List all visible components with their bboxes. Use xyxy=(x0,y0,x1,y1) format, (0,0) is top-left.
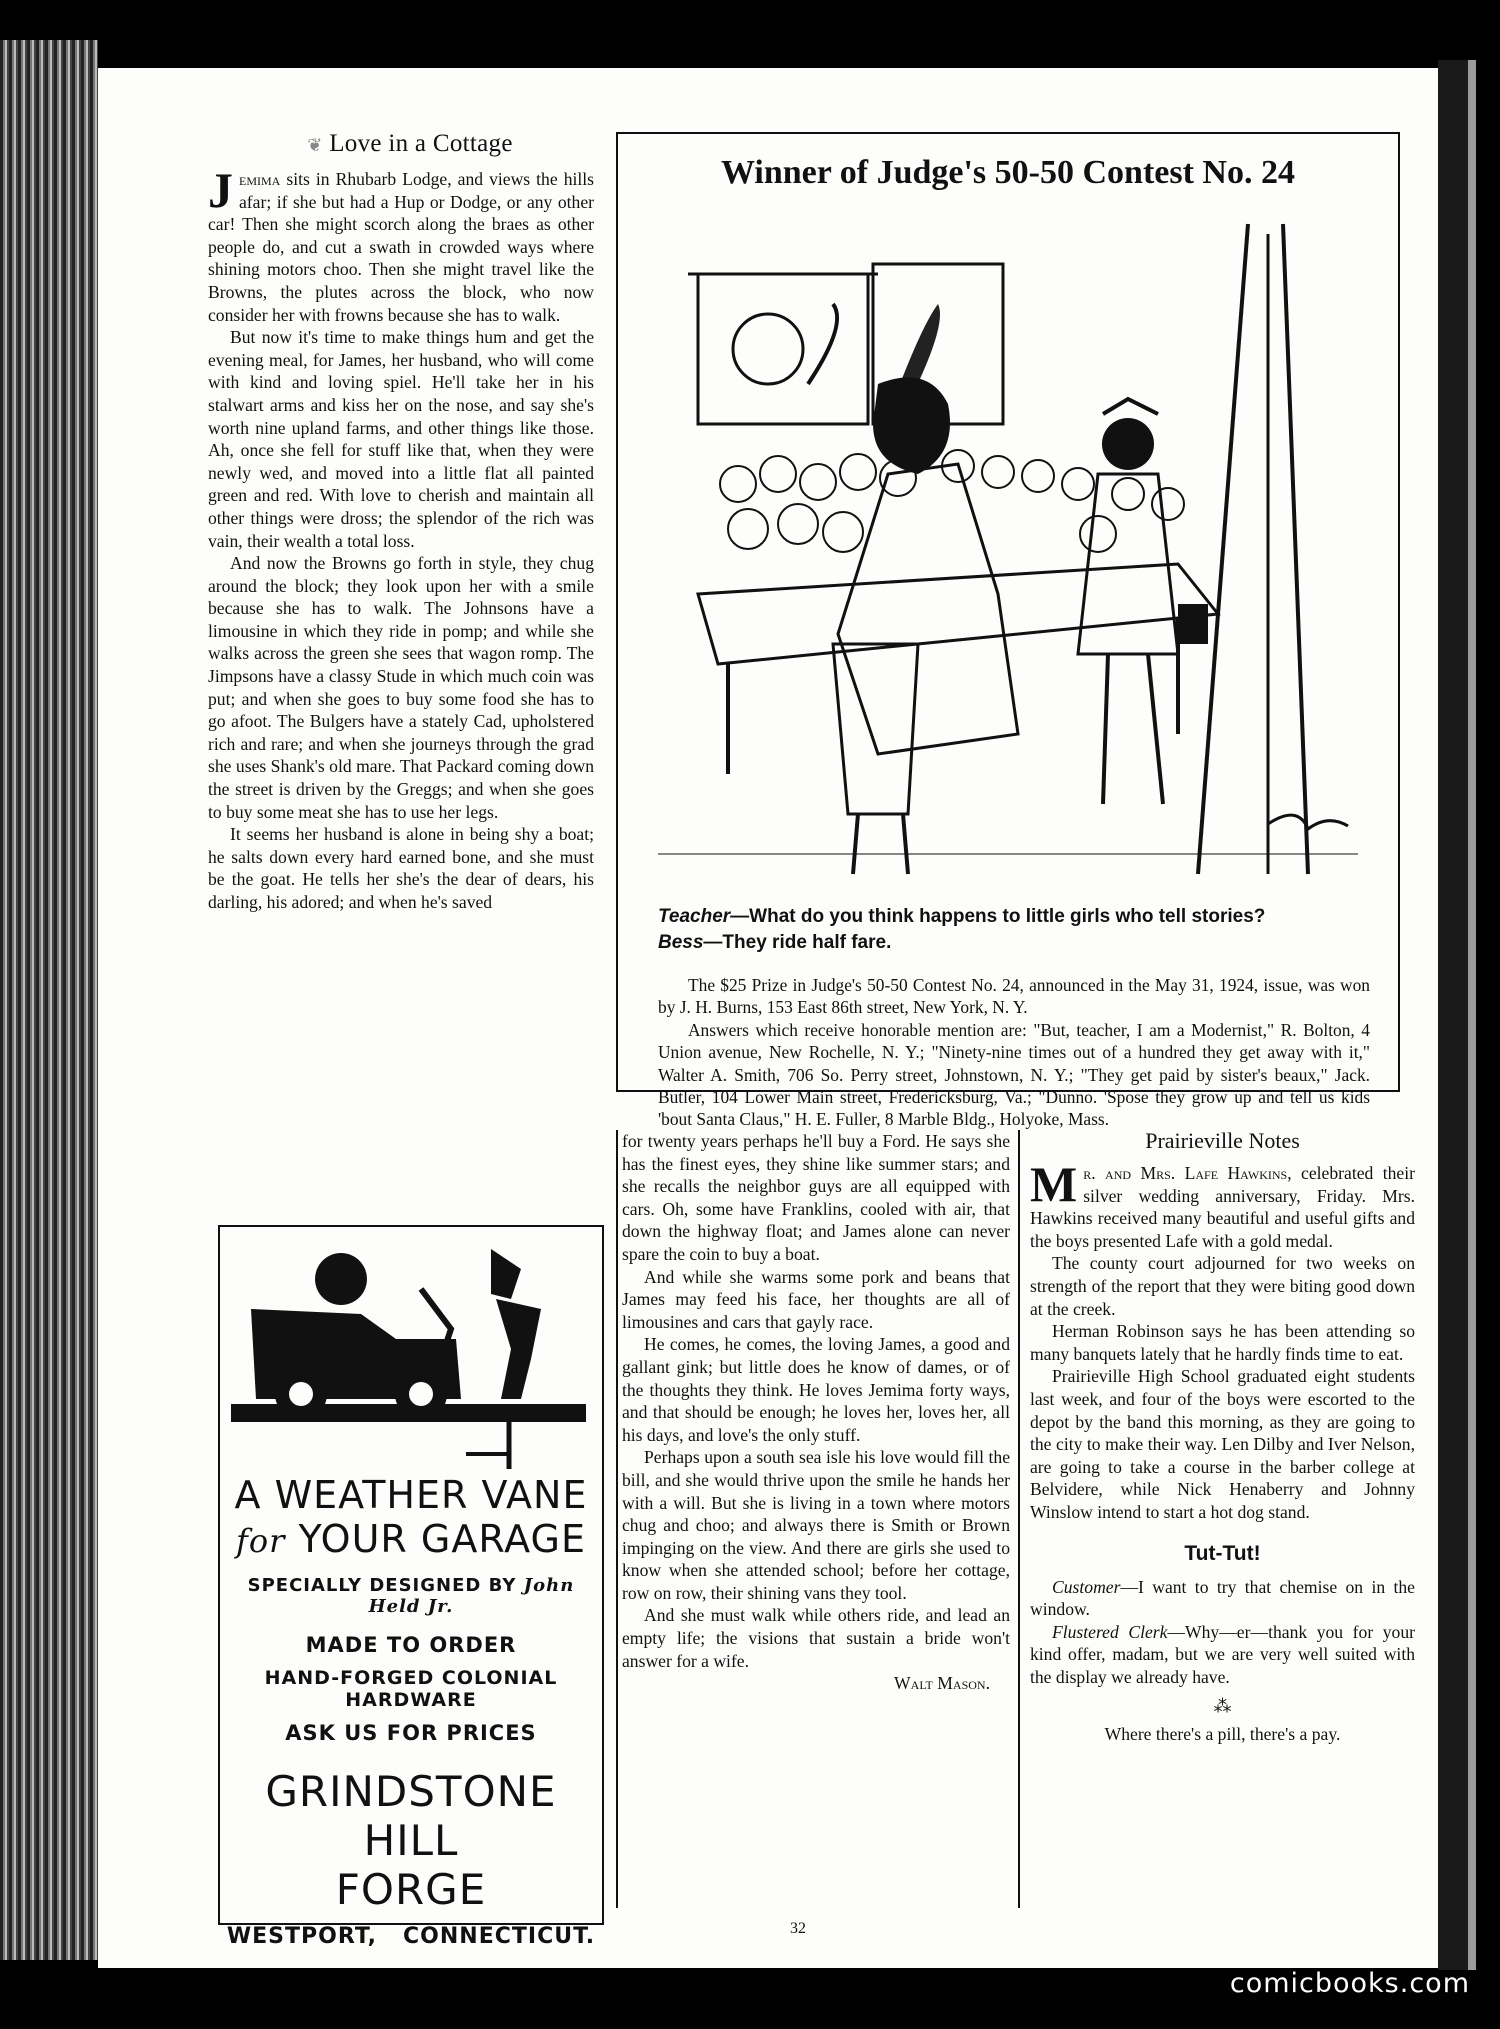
page-number: 32 xyxy=(790,1920,806,1937)
watermark: comicbooks.com xyxy=(1229,1968,1470,1999)
contest-announcement: The $25 Prize in Judge's 50-50 Contest No. 24, announced in the May 31, 1924, issue, was won by J. H. Burns, 153 East 86th street, New York, N. Y. Answers which receive honorable mention are: "But, teacher, I am a Modernist," R. Bolton, 4 Union avenue, New Rochelle, N. Y.; "Ninety-nine times out of a hundred they get away with it," Walter A. Smith, 706 So. Perry street, Johnstown, N. Y.; "They get paid by sister's beaux," Jack. Butler, 104 Lower Main street, Fredericksburg, Va.; "Dunno. 'Spose they grow up and tell us kids 'bout Santa Claus," H. E. Fuller, 8 Marble Bldg., Holyoke, Mass. xyxy=(658,975,1370,1130)
article-column-middle xyxy=(622,1130,1010,1910)
article-paragraph: It seems her husband is alone in being shy a boat; he salts down every hard earned bone, and she must be the goat. He tells her she's the dear of dears, his darling, his adored; and when he's saved xyxy=(208,824,594,912)
article-paragraph: for twenty years perhaps he'll buy a Ford. He says she has the finest eyes, they shine like summer stars; and she recalls the neighbor guys are all equipped with cars. Oh, some have Franklins, cooled with air, that down the highway float; and James alone can never spare the coin to buy a boat. xyxy=(622,1131,1010,1264)
ornament-icon: ⁂ xyxy=(1213,1696,1232,1717)
column-rule xyxy=(1018,1130,1020,1908)
section-title: Tut-Tut! xyxy=(1184,1541,1261,1565)
leaf-ornament-icon: ❦ xyxy=(307,135,323,155)
article-paragraph: And while she warms some pork and beans that James may feed his face, her thoughts are all of limousines and cars that gayly race. xyxy=(622,1266,1010,1332)
book-binding xyxy=(0,40,98,1960)
prairieville-notes: Mr. and Mrs. Lafe Hawkins, celebrated their silver wedding anniversary, Friday. Mrs. Hawkins received many beautiful and useful gifts and the boys presented Lafe with a gold medal. The county court adjourned for two weeks on strength of the report that they were biting good down at the creek. Herman Robinson says he has been attending so many banquets lately that he hardly finds time to eat. Prairieville High School graduated eight students last week, and four of the boys were escorted to the depot by the band this morning, as they are going to the city to make their way. Len Dilby and Iver Nelson, are going to take a course in the barber college at Belvidere, while Nick Henaberry and Johnny Winslow intend to start a hot dog stand. xyxy=(1030,1156,1415,1522)
weather-vane-ad: A WEATHER VANE for YOUR GARAGE SPECIALLY DESIGNED BY John Held Jr. MADE TO ORDER HAND-FORGED COLONIAL HARDWARE ASK US FOR PRICES GRINDSTONE HILL FORGE WESTPORT, CONNECTICUT. xyxy=(218,1225,604,1925)
article-paragraph: And she must walk while others ride, and lead an empty life; the visions that sustain a bride won't answer for a wife. xyxy=(622,1605,1010,1671)
article-paragraph: But now it's time to make things hum and get the evening meal, for James, her husband, who will come with kind and loving spiel. He'll take her in his stalwart arms and kiss her on the nose, and say she's worth nine upland farms, and other things like those. Ah, once she fell for stuff like that, when they were newly wed, and moved into a little flat all painted green and red. With love to cherish and maintain all other things were dross; the splendor of the rich was vain, their wealth a total loss. xyxy=(208,327,594,551)
article-paragraph: He comes, he comes, the loving James, a good and gallant gink; but little does he know of dames, or of the thoughts they think. He loves Jemima forty ways, and that should be enough; he loves her, loves her, all his days, and love's the only stuff. xyxy=(622,1334,1010,1445)
contest-title: Winner of Judge's 50-50 Contest No. 24 xyxy=(721,154,1295,191)
article-paragraph: And now the Browns go forth in style, they chug around the block; they look upon her with a smile because she has to walk. The Johnsons have a limousine in which they ride in pomp; and while she walks across the green she sees that wagon romp. The Jimpsons have a classy Stude in which much coin was put; and when she goes to buy some food she has to go afoot. The Bulgers have a stately Cad, upholstered rich and rare; and when she journeys through the grad she uses Shank's old mare. That Packard coming down the street is driven by the Greggs; and when she goes to buy some meat she has to use her legs. xyxy=(208,553,594,822)
column-rule xyxy=(616,1130,618,1908)
article-column-left xyxy=(208,168,594,1200)
article-paragraph: Perhaps upon a south sea isle his love would fill the bill, and she would thrive upon the smile he hands her with a will. But she is living in a town where motors chug and choo; and always there is Smith or Brown impinging on the view. And there are girls she used to know when she attended school; before her cottage, row on row, their shining vans they tool. xyxy=(622,1447,1010,1603)
column-right xyxy=(1030,1128,1415,1918)
tuttut-joke: Customer—I want to try that chemise on in the window. Flustered Clerk—Why—er—thank you for your kind offer, madam, but we are very well suited with the display we already have. xyxy=(1030,1576,1415,1687)
page-edge-light xyxy=(1468,60,1476,1970)
author-signature: Walt Mason. xyxy=(894,1673,990,1694)
section-title: Prairieville Notes xyxy=(1145,1128,1300,1153)
page-edge xyxy=(1438,60,1468,1970)
contest-box xyxy=(616,132,1400,1130)
cartoon-caption: Teacher—What do you think happens to little girls who tell stories? Bess—They ride half fare. xyxy=(658,906,1266,953)
article-paragraph: Jemima sits in Rhubarb Lodge, and views the hills afar; if she but had a Hup or Dodge, or any other car! Then she might scorch along the braes as other people do, and cut a swath in crowded ways where shining motors choo. Then she might travel like the Browns, the plutes across the block, who now consider her with frowns because she has to walk. xyxy=(208,168,594,325)
weather-vane-icon xyxy=(221,1239,601,1469)
classroom-cartoon xyxy=(658,214,1358,894)
closing-line: Where there's a pill, there's a pay. xyxy=(1104,1724,1341,1745)
article-title: ❦ Love in a Cottage xyxy=(307,130,513,157)
